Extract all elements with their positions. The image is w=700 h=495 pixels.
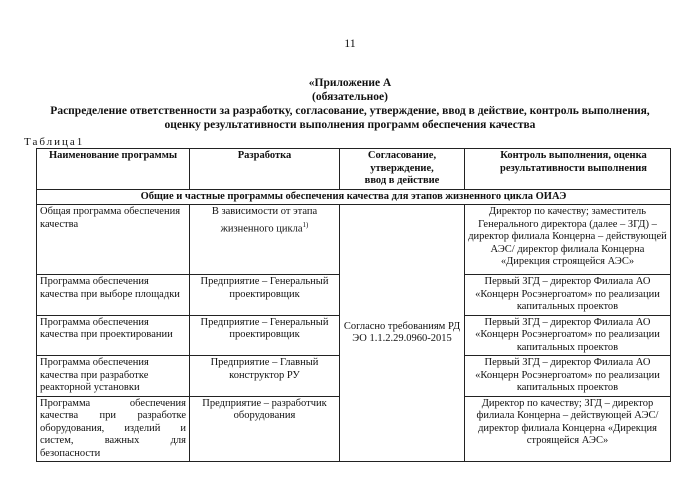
header-approval: Согласование, утверждение, ввод в действие (340, 149, 465, 190)
program-name-cell: Программа обеспечения качества при разработке реакторной установки (37, 356, 190, 397)
development-cell: Предприятие – разработчик оборудования (190, 396, 340, 462)
appendix-subject-line2: оценку результативности выполнения программ обеспечения качества (164, 119, 536, 131)
header-program-name: Наименование программы (37, 149, 190, 190)
table-header-row (37, 149, 671, 190)
table-label: Таблица1 (24, 136, 85, 148)
appendix-status: (обязательное) (312, 91, 388, 103)
program-name-cell: Общая программа обеспечения качества (37, 205, 190, 275)
page-number: 11 (344, 36, 356, 50)
footnote-marker: 1) (302, 220, 309, 229)
development-cell: Предприятие – Главный конструктор РУ (190, 356, 340, 397)
responsibility-table (36, 148, 671, 462)
development-cell (190, 205, 340, 275)
section-title: Общие и частные программы обеспечения качества для этапов жизненного цикла ОИАЭ (37, 189, 671, 205)
approval-merged-cell: Согласно требованиям РД ЭО 1.1.2.29.0960-2015 (340, 205, 465, 462)
table-section-row (37, 189, 671, 205)
control-cell: Первый ЗГД – директор Филиала АО «Концерн Росэнергоатом» по реализации капитальных проектов (465, 315, 671, 356)
control-cell: Директор по качеству; заместитель Генерального директора (далее – ЗГД) – директор филиала Концерна – действующей АЭС/ директор филиала Концерна «Дирекция строящейся АЭС» (465, 205, 671, 275)
control-cell: Директор по качеству; ЗГД – директор филиала Концерна – действующей АЭС/ директор филиала Концерна «Дирекция строящейся АЭС» (465, 396, 671, 462)
development-text: В зависимости от этапа жизненного цикла (211, 206, 318, 234)
program-name-cell: Программа обеспечения качества при проектировании (37, 315, 190, 356)
control-cell: Первый ЗГД – директор Филиала АО «Концерн Росэнергоатом» по реализации капитальных проектов (465, 356, 671, 397)
header-control: Контроль выполнения, оценка результативности выполнения (465, 149, 671, 190)
header-development: Разработка (190, 149, 340, 190)
document-heading (20, 76, 680, 132)
program-name-cell: Программа обеспечения качества при разработке оборудования, изделий и систем, важных для безопасности (37, 396, 190, 462)
table-row (37, 205, 671, 275)
program-name-cell: Программа обеспечения качества при выборе площадки (37, 275, 190, 316)
development-cell: Предприятие – Генеральный проектировщик (190, 275, 340, 316)
development-cell: Предприятие – Генеральный проектировщик (190, 315, 340, 356)
appendix-subject-line1: Распределение ответственности за разработку, согласование, утверждение, ввод в действие, контроль выполнения, (50, 105, 650, 117)
control-cell: Первый ЗГД – директор Филиала АО «Концерн Росэнергоатом» по реализации капитальных проектов (465, 275, 671, 316)
appendix-title: «Приложение А (308, 77, 392, 89)
